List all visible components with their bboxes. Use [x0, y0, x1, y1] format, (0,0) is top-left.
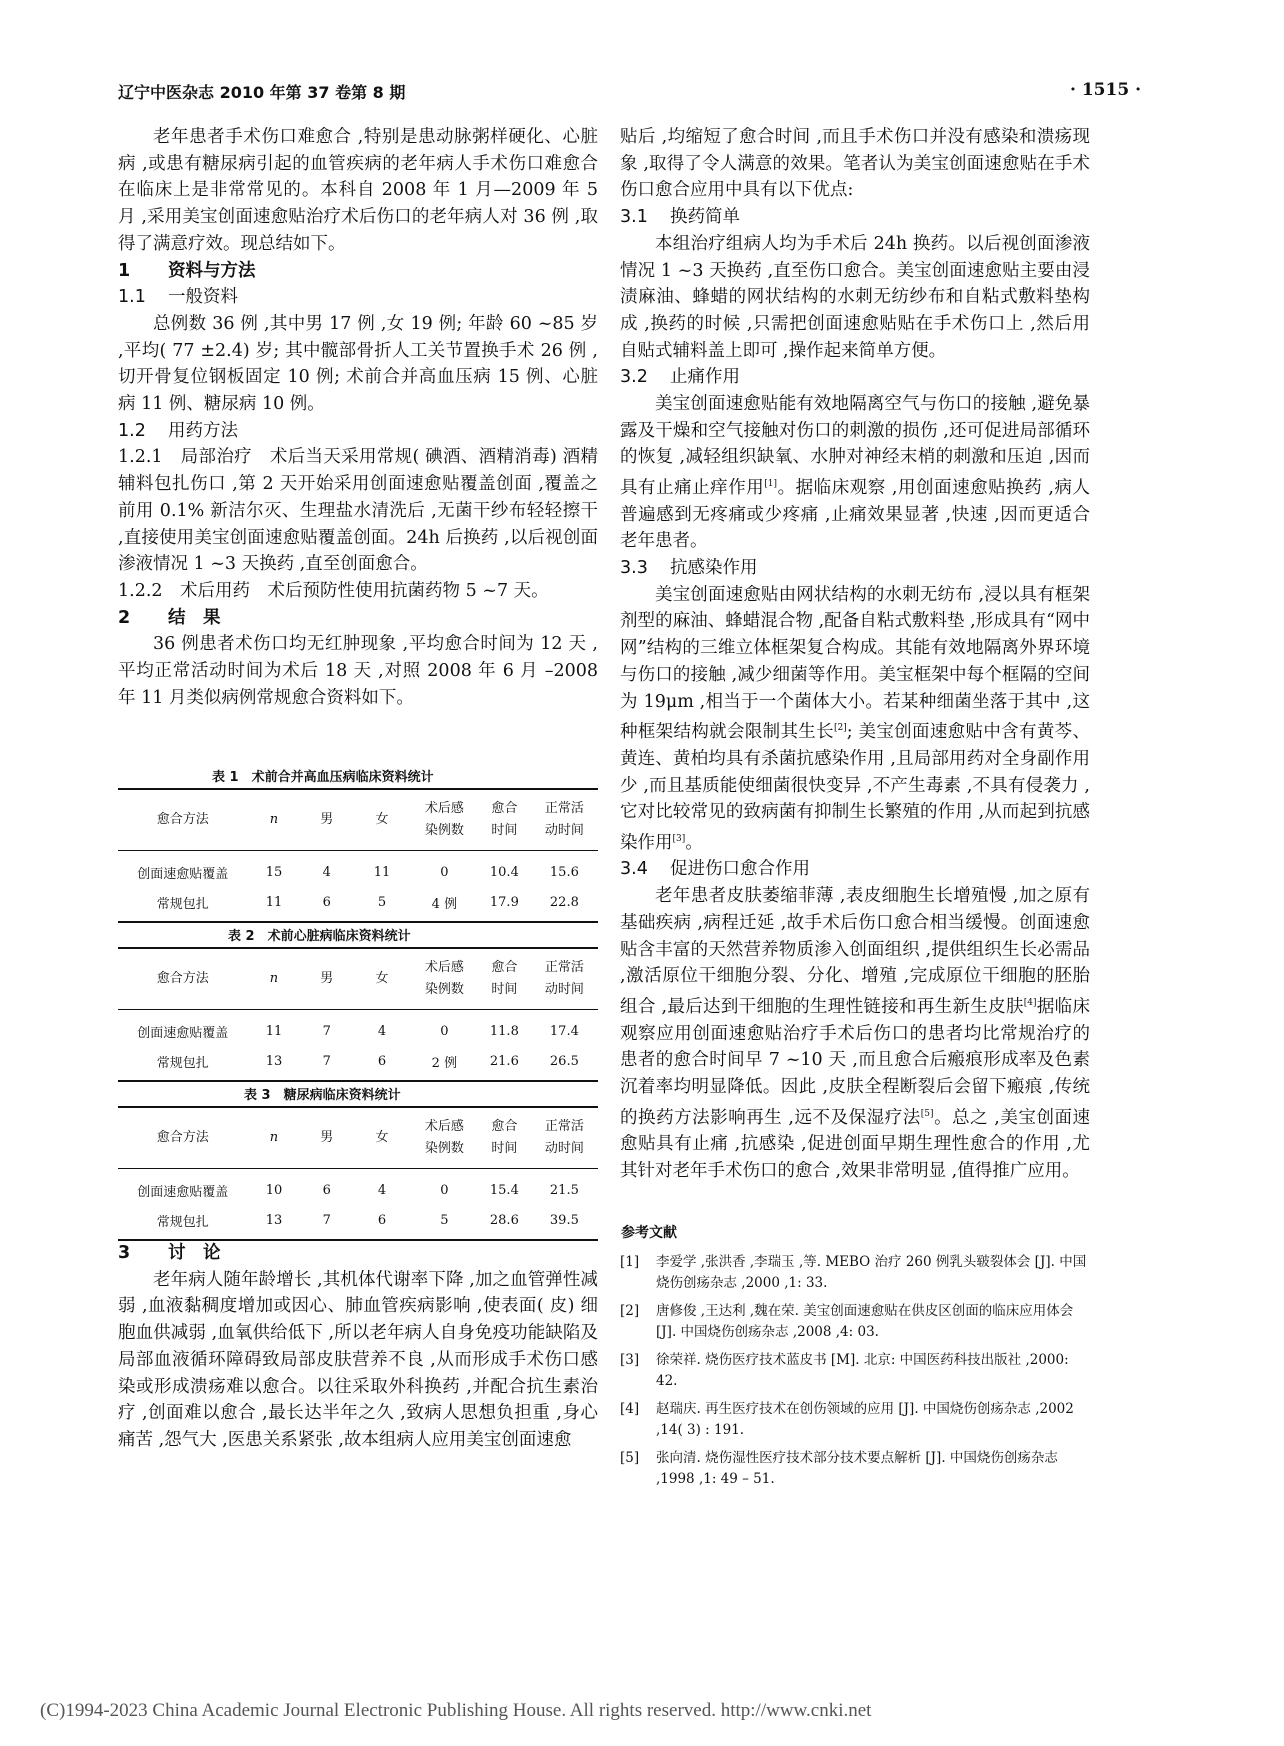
- journal-header: 辽宁中医杂志 2010 年第 37 卷第 8 期: [118, 83, 406, 102]
- table-header-cell: 愈合方法: [156, 812, 209, 827]
- table-cell: 创面速愈贴覆盖: [137, 1184, 229, 1200]
- section-1-2-2-text: 1.2.2 术后用药 术后预防性使用抗菌药物 5 ~7 天。: [118, 580, 549, 601]
- references-heading: 参考文献: [621, 1225, 677, 1241]
- table-header-cell: 正常活 动时间: [544, 801, 584, 838]
- table-cell: 4: [377, 1023, 387, 1039]
- table-header-cell: 愈合方法: [156, 971, 209, 986]
- table-cell: 15: [265, 864, 283, 880]
- table-cell: 0: [440, 1182, 449, 1198]
- table-cell: 5: [377, 894, 387, 910]
- section-3-1-heading: 3.1 换药简单: [620, 207, 740, 228]
- table-1-caption: 表 1 术前合并高血压病临床资料统计: [212, 770, 434, 785]
- section-1-heading: 1 资料与方法: [118, 260, 256, 281]
- section-2-text: 36 例患者术伤口均无红肿现象 ,平均愈合时间为 12 天 ,平均正常活动时间为术后 18 天 ,对照 2008 年 6 月 –2008 年 11 月类似病例常规愈合资料如下。: [118, 634, 598, 708]
- section-3-4-text: 老年患者皮肤萎缩菲薄 ,表皮细胞生长增殖慢 ,加之原有基础疾病 ,病程迁延 ,故手术后伤口愈合相当缓慢。创面速愈贴含丰富的天然营养物质渗入创面组织 ,提供组织生长必需品 ,激活原位干细胞分裂、分化、增殖 ,完成原位干细胞的胚胎组合 ,最后达到干细胞的生理性链接和再生新生皮肤[4]据临床观察应用创面速愈贴治疗手术后伤口的患者均比常规治疗的患者的愈合时间早 7 ~10 天 ,而且愈合后瘢痕形成率及色素沉着率均明显降低。因此 ,皮肤全程断裂后会留下瘢痕 ,传统的换药方法影响再生 ,远不及保湿疗法[5]。总之 ,美宝创面速愈贴具有止痛 ,抗感染 ,促进创面早期生理性愈合的作用 ,尤其针对老年手术伤口的愈合 ,效果非常明显 ,值得推广应用。: [620, 886, 1091, 1181]
- table-cell: 13: [265, 1053, 283, 1069]
- table-row: [118, 851, 598, 888]
- table-3: [118, 1106, 598, 1241]
- citation: [1]: [764, 479, 778, 490]
- section-1-2-1-text: 1.2.1 局部治疗 术后当天采用常规( 碘酒、酒精消毒) 酒精辅料包扎伤口 ,第 2 天开始采用创面速愈贴覆盖创面 ,覆盖之前用 0.1% 新洁尔灭、生理盐水清洗后 ,无菌干纱布轻轻擦干 ,直接使用美宝创面速愈贴覆盖创面。24h 后换药 ,以后视创面渗液情况 1 ~3 天换药 ,直至创面愈合。: [118, 447, 598, 575]
- table-cell: 10.4: [489, 864, 519, 880]
- table-cell: 常规包扎: [156, 896, 209, 912]
- table-cell: 4: [322, 864, 331, 880]
- table-header-cell: 术后感 染例数: [424, 960, 464, 997]
- left-column-top: [118, 124, 598, 711]
- left-column-bottom: [118, 1240, 598, 1454]
- table-cell: 7: [322, 1053, 331, 1069]
- citation: [3]: [672, 833, 686, 844]
- table-header-cell: n: [269, 971, 279, 986]
- table-header-cell: 愈合 时间: [491, 960, 518, 997]
- section-3-1-text: 本组治疗组病人均为手术后 24h 换药。以后视创面渗液情况 1 ~3 天换药 ,直至伤口愈合。美宝创面速愈贴主要由浸渍麻油、蜂蜡的网状结构的水刺无纺纱布和自粘式敷料垫构成 ,换药的时候 ,只需把创面速愈贴贴在手术伤口上 ,然后用自贴式辅料盖上即可 ,操作起来简单方便。: [620, 233, 1090, 361]
- table-cell: 创面速愈贴覆盖: [137, 866, 229, 882]
- table-cell: 11: [265, 894, 283, 910]
- table-cell: 6: [322, 1182, 331, 1198]
- citation: [2]: [833, 723, 847, 734]
- table-2: [118, 947, 598, 1082]
- discussion-continued: 贴后 ,均缩短了愈合时间 ,而且手术伤口并没有感染和溃疡现象 ,取得了令人满意的效果。笔者认为美宝创面速愈贴在手术伤口愈合应用中具有以下优点:: [620, 127, 1090, 201]
- table-2-caption: 表 2 术前心脏病临床资料统计: [228, 929, 411, 944]
- section-3-heading: 3 讨 论: [118, 1243, 221, 1263]
- section-3-2-heading: 3.2 止痛作用: [620, 367, 740, 388]
- table-header-cell: 正常活 动时间: [544, 1119, 584, 1156]
- table-cell: 2 例: [431, 1055, 458, 1071]
- table-header-cell: 男: [320, 812, 334, 827]
- table-cell: 5: [440, 1212, 449, 1228]
- reference-item: [5] 张向清. 烧伤湿性医疗技术部分技术要点解析 [J]. 中国烧伤创疡杂志 ,1998 ,1: 49 – 51.: [620, 1450, 1058, 1487]
- table-row: [118, 1205, 598, 1240]
- table-cell: 7: [322, 1212, 331, 1228]
- section-3-3-text: 美宝创面速愈贴由网状结构的水刺无纺布 ,浸以具有框架剂型的麻油、蜂蜡混合物 ,配备自粘式敷料垫 ,形成具有“网中网”结构的三维立体框架复合构成。其能有效地隔离外界环境与伤口的接触 ,减少细菌等作用。美宝框架中每个框隔的空间为 19μm ,相当于一个菌体大小。若某种细菌坐落于其中 ,这种框架结构就会限制其生长[2]; 美宝创面速愈贴中含有黄芩、黄连、黄柏均具有杀菌抗感染作用 ,且局部用药对全身副作用少 ,而且基质能使细菌很快变异 ,不产生毒素 ,不具有侵袭力 ,它对比较常见的致病菌有抑制生长繁殖的作用 ,从而起到抗感染作用[3]。: [620, 584, 1090, 853]
- copyright-footer: (C)1994-2023 China Academic Journal Electronic Publishing House. All rights reserved. http://www.cnki.net: [40, 1700, 872, 1721]
- table-header-row: [118, 789, 598, 851]
- section-3-2-text: 美宝创面速愈贴能有效地隔离空气与伤口的接触 ,避免暴露及干燥和空气接触对伤口的刺激的损伤 ,还可促进局部循环的恢复 ,减轻组织缺氧、水肿对神经末梢的刺激和压迫 ,因而具有止痛止痒作用[1]。据临床观察 ,用创面速愈贴换药 ,病人普遍感到无疼痛或少疼痛 ,止痛效果显著 ,快速 ,因而更适合老年患者。: [620, 394, 1091, 552]
- table-cell: 10: [265, 1182, 283, 1198]
- table-cell: 28.6: [489, 1212, 519, 1228]
- table-header-cell: 正常活 动时间: [544, 960, 584, 997]
- citation: [4]: [1023, 997, 1037, 1008]
- section-3-3-heading: 3.3 抗感染作用: [620, 558, 758, 579]
- table-cell: 4: [377, 1182, 387, 1198]
- table-header-cell: 女: [375, 1130, 389, 1145]
- reference-item: [4] 赵瑞庆. 再生医疗技术在创伤领域的应用 [J]. 中国烧伤创疡杂志 ,2002 ,14( 3) : 191.: [620, 1401, 1074, 1438]
- reference-item: [3] 徐荣祥. 烧伤医疗技术蓝皮书 [M]. 北京: 中国医药科技出版社 ,2000: 42.: [620, 1352, 1069, 1389]
- table-cell: 21.6: [489, 1053, 519, 1069]
- table-1: [118, 788, 598, 923]
- table-cell: 11: [265, 1023, 283, 1039]
- table-row: [118, 1046, 598, 1081]
- right-column: [620, 124, 1090, 1185]
- table-cell: 21.5: [549, 1182, 579, 1198]
- table-cell: 6: [377, 1212, 387, 1228]
- table-header-cell: 愈合 时间: [491, 801, 518, 838]
- table-row: [118, 1010, 598, 1047]
- table-cell: 11: [373, 864, 391, 880]
- reference-item: [2] 唐修俊 ,王达利 ,魏在荣. 美宝创面速愈贴在供皮区创面的临床应用体会 [J]. 中国烧伤创疡杂志 ,2008 ,4: 03.: [620, 1303, 1074, 1340]
- table-cell: 6: [377, 1053, 387, 1069]
- table-header-cell: 愈合方法: [156, 1130, 209, 1145]
- table-header-cell: 男: [320, 971, 334, 986]
- table-row: [118, 1169, 598, 1206]
- table-cell: 常规包扎: [156, 1214, 209, 1230]
- table-header-cell: 男: [320, 1130, 334, 1145]
- references-list: [620, 1252, 1090, 1497]
- citation: [5]: [920, 1108, 934, 1119]
- table-header-cell: 术后感 染例数: [424, 801, 464, 838]
- table-3-caption: 表 3 糖尿病临床资料统计: [244, 1088, 401, 1103]
- section-2-heading: 2 结 果: [118, 607, 221, 628]
- table-header-cell: n: [269, 1130, 279, 1145]
- table-cell: 11.8: [489, 1023, 519, 1039]
- table-cell: 15.6: [549, 864, 579, 880]
- table-row: [118, 887, 598, 922]
- table-cell: 39.5: [549, 1212, 579, 1228]
- table-header-cell: 愈合 时间: [491, 1119, 518, 1156]
- section-1-1-heading: 1.1 一般资料: [118, 287, 238, 308]
- table-cell: 常规包扎: [156, 1055, 209, 1071]
- table-header-cell: 女: [375, 812, 389, 827]
- table-cell: 创面速愈贴覆盖: [137, 1025, 229, 1041]
- table-cell: 17.4: [549, 1023, 579, 1039]
- table-cell: 0: [440, 864, 449, 880]
- table-cell: 26.5: [549, 1053, 579, 1069]
- table-cell: 0: [440, 1023, 449, 1039]
- table-header-cell: 术后感 染例数: [424, 1119, 464, 1156]
- reference-item: [1] 李爱学 ,张洪香 ,李瑞玉 ,等. MEBO 治疗 260 例乳头皲裂体会 [J]. 中国烧伤创疡杂志 ,2000 ,1: 33.: [620, 1254, 1087, 1291]
- section-1-2-heading: 1.2 用药方法: [118, 420, 238, 441]
- table-header-row: [118, 948, 598, 1010]
- table-cell: 6: [322, 894, 331, 910]
- table-cell: 22.8: [549, 894, 579, 910]
- section-3-text: 老年病人随年龄增长 ,其机体代谢率下降 ,加之血管弹性减弱 ,血液黏稠度增加或因心、肺血管疾病影响 ,使表面( 皮) 细胞血供减弱 ,血氧供给低下 ,所以老年病人自身免疫功能缺陷及局部血液循环障碍致局部皮肤营养不良 ,从而形成手术伤口感染或形成溃疡难以愈合。以往采取外科换药 ,并配合抗生素治疗 ,创面难以愈合 ,最长达半年之久 ,致病人思想负担重 ,身心痛苦 ,怨气大 ,医患关系紧张 ,故本组病人应用美宝创面速愈: [118, 1269, 598, 1450]
- section-3-4-heading: 3.4 促进伤口愈合作用: [620, 859, 810, 880]
- table-cell: 13: [265, 1212, 283, 1228]
- section-1-1-text: 总例数 36 例 ,其中男 17 例 ,女 19 例; 年龄 60 ~85 岁 ,平均( 77 ±2.4) 岁; 其中髋部骨折人工关节置换手术 26 例 ,切开骨复位钢板固定 10 例; 术前合并高血压病 15 例、心脏病 11 例、糖尿病 10 例。: [118, 313, 598, 415]
- table-header-cell: 女: [375, 971, 389, 986]
- table-header-cell: n: [269, 812, 279, 827]
- page-number: · 1515 ·: [1070, 80, 1141, 100]
- table-cell: 4 例: [431, 896, 458, 912]
- intro-paragraph: 老年患者手术伤口难愈合 ,特别是患动脉粥样硬化、心脏病 ,或患有糖尿病引起的血管疾病的老年病人手术伤口难愈合在临床上是非常常见的。本科自 2008 年 1 月—2009 年 5 月 ,采用美宝创面速愈贴治疗术后伤口的老年病人对 36 例 ,取得了满意疗效。现总结如下。: [118, 127, 598, 254]
- table-cell: 17.9: [489, 894, 519, 910]
- table-cell: 7: [322, 1023, 331, 1039]
- table-cell: 15.4: [489, 1182, 519, 1198]
- table-header-row: [118, 1107, 598, 1169]
